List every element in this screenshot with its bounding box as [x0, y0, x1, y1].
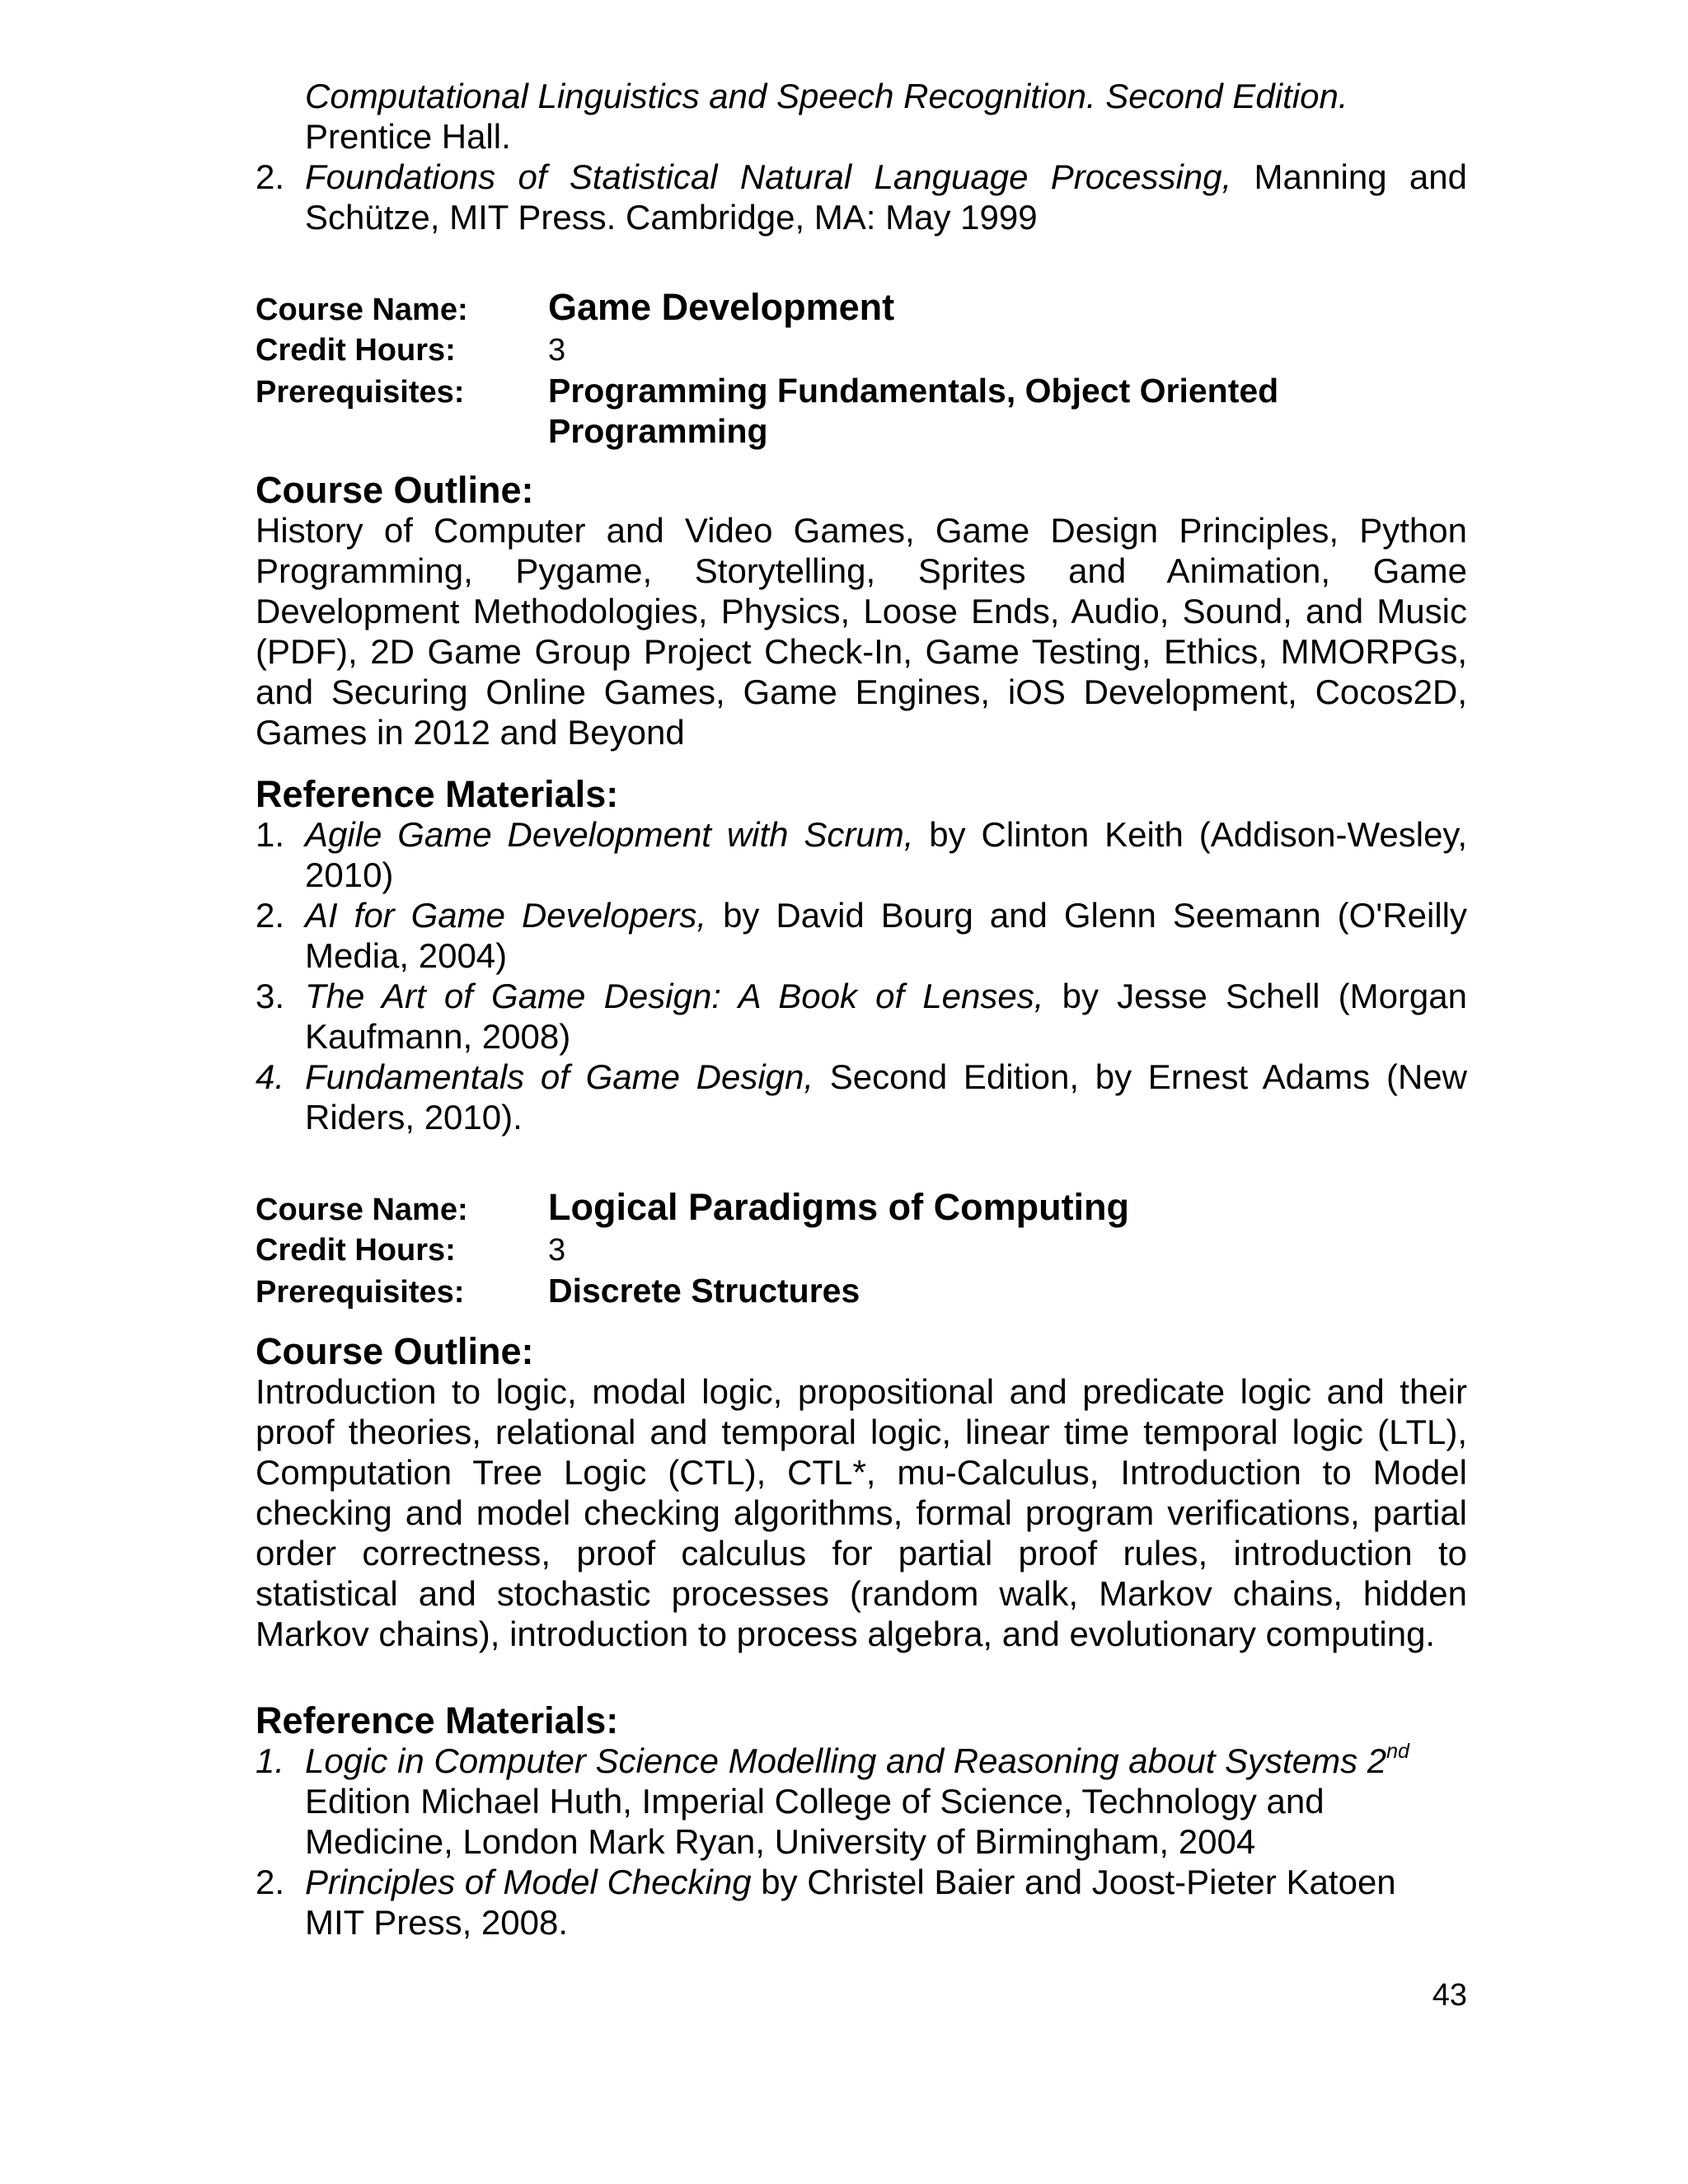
prerequisites-value: Programming Fundamentals, Object Oriented Programming	[548, 372, 1279, 450]
course-info-game-development	[256, 287, 1467, 452]
course-name-label: Course Name:	[256, 293, 468, 327]
course-name-label: Course Name:	[256, 1193, 468, 1227]
credit-hours-label: Credit Hours:	[256, 1233, 456, 1268]
reference-title: Logic in Computer Science Modelling and Reasoning about Systems 2	[305, 1741, 1387, 1780]
reference-title: Fundamentals of Game Design,	[305, 1057, 814, 1096]
reference-text	[305, 157, 1467, 237]
reference-number: 4.	[256, 1057, 285, 1096]
prerequisites-label: Prerequisites:	[256, 375, 465, 410]
reference-details: Prentice Hall.	[305, 117, 511, 156]
reference-materials-heading: Reference Materials:	[256, 773, 619, 815]
course-outline-text: Introduction to logic, modal logic, propositional and predicate logic and their proof theories, relational and temporal logic, linear time temporal logic (LTL), Computation Tree Logic (CTL), CTL*, mu-Calculus, Introduction to Model checking and model checking algorithms, formal program verifications, partial order correctness, proof calculus for partial proof rules, introduction to statistical and stochastic processes (random walk, Markov chains, hidden Markov chains), introduction to process algebra, and evolutionary computing.	[256, 1372, 1467, 1653]
reference-number: 3.	[256, 977, 285, 1015]
reference-list	[256, 1741, 1467, 1943]
reference-text	[305, 895, 1467, 976]
reference-item	[256, 1057, 1467, 1137]
reference-number: 2.	[256, 157, 285, 196]
course-outline-heading: Course Outline:	[256, 1330, 534, 1372]
prerequisites-row	[256, 371, 1467, 452]
reference-details: Manning and Schütze, MIT Press. Cambridge, MA: May 1999	[305, 157, 1467, 237]
reference-item	[256, 76, 1467, 157]
course-name-row	[256, 287, 1467, 330]
reference-details: by Christel Baier and Joost-Pieter Katoen MIT Press, 2008.	[305, 1863, 1396, 1942]
page-number: 43	[1432, 1978, 1467, 2013]
credit-hours-label: Credit Hours:	[256, 333, 456, 368]
course-info-logical-paradigms	[256, 1187, 1467, 1313]
course-outline-text: History of Computer and Video Games, Game Design Principles, Python Programming, Pygame, Storytelling, Sprites and Animation, Game Development Methodologies, Physics, Loose Ends, Audio, Sound, and Music (PDF), 2D Game Group Project Check-In, Game Testing, Ethics, MMORPGs, and Securing Online Games, Game Engines, iOS Development, Cocos2D, Games in 2012 and Beyond	[256, 511, 1467, 752]
reference-number	[256, 76, 305, 157]
course-name-value: Game Development	[548, 286, 895, 328]
reference-text	[305, 1057, 1467, 1137]
reference-details: Edition Michael Huth, Imperial College of Science, Technology and Medicine, London Mark Ryan, University of Birmingham, 2004	[305, 1782, 1325, 1861]
reference-list	[256, 814, 1467, 1137]
reference-item	[256, 1741, 1467, 1862]
reference-title: The Art of Game Design: A Book of Lenses,	[305, 977, 1044, 1015]
credit-hours-value: 3	[548, 333, 566, 368]
reference-number: 2.	[256, 1863, 285, 1901]
reference-item	[256, 157, 1467, 237]
reference-materials-heading: Reference Materials:	[256, 1699, 619, 1741]
reference-title: Agile Game Development with Scrum,	[305, 815, 914, 854]
reference-item	[256, 1862, 1467, 1943]
course-outline-heading: Course Outline:	[256, 469, 534, 511]
prerequisites-row	[256, 1271, 1467, 1313]
course-name-value: Logical Paradigms of Computing	[548, 1186, 1130, 1228]
page-content	[256, 76, 1467, 1943]
reference-details: by David Bourg and Glenn Seemann (O'Reilly Media, 2004)	[305, 896, 1467, 975]
reference-text	[305, 976, 1467, 1057]
reference-number: 1.	[256, 1741, 285, 1780]
reference-title: Principles of Model Checking	[305, 1863, 752, 1901]
reference-text	[305, 1741, 1467, 1862]
reference-title: Computational Linguistics and Speech Recognition. Second Edition.	[305, 77, 1348, 115]
reference-item	[256, 895, 1467, 976]
reference-title-superscript: nd	[1386, 1740, 1409, 1763]
reference-details: by Clinton Keith (Addison-Wesley, 2010)	[305, 815, 1467, 894]
credit-hours-row	[256, 330, 1467, 371]
reference-number: 2.	[256, 896, 285, 935]
reference-item	[256, 814, 1467, 895]
reference-text	[305, 1862, 1467, 1943]
reference-details: by Jesse Schell (Morgan Kaufmann, 2008)	[305, 977, 1467, 1056]
prerequisites-label: Prerequisites:	[256, 1275, 465, 1310]
prerequisites-value: Discrete Structures	[548, 1272, 860, 1310]
credit-hours-row	[256, 1230, 1467, 1271]
credit-hours-value: 3	[548, 1233, 566, 1268]
reference-item	[256, 976, 1467, 1057]
reference-number: 1.	[256, 815, 285, 854]
continued-references	[256, 76, 1467, 237]
reference-text	[305, 814, 1467, 895]
reference-title: Foundations of Statistical Natural Language Processing,	[305, 157, 1232, 196]
course-name-row	[256, 1187, 1467, 1230]
reference-text	[305, 76, 1467, 157]
reference-details: Second Edition, by Ernest Adams (New Riders, 2010).	[305, 1057, 1467, 1137]
reference-title: AI for Game Developers,	[305, 896, 707, 935]
